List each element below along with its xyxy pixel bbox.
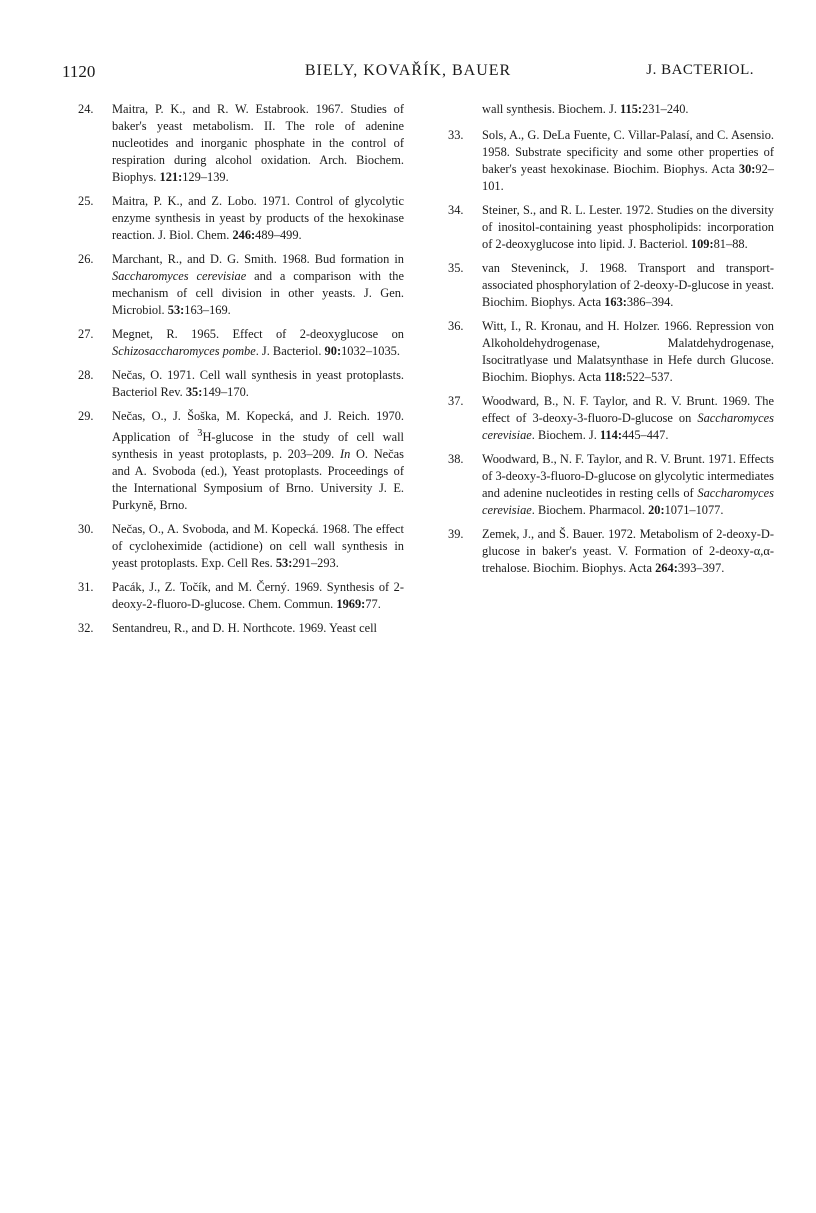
reference-number: 29. [78,409,94,423]
reference-number: 30. [78,522,94,537]
right-reference-column [432,101,774,584]
reference-number: 27. [78,327,94,341]
reference-text: Nečas, O., J. Šoška, M. Kopecká, and J. Reich. 1970. Application of $^3$H-glucose in the study of cell wall synthesis in yeast protoplasts, p. 203–209. In O. Nečas and A. Svoboda (ed.), Yeast protoplasts. Proceedings of the International Symposium of Brno. University J. E. Purkyně, Brno. [112,409,404,513]
reference-text: Woodward, B., N. F. Taylor, and R. V. Brunt. 1971. Effects of 3-deoxy-3-fluoro-D-glucose on glycolytic intermediates and adenine nucleotides in resting cells of Saccharomyces cerevisiae. Biochem. Pharmacol. 20:1071–1077. [482,452,774,517]
reference-text: Nečas, O. 1971. Cell wall synthesis in yeast protoplasts. Bacteriol Rev. 35:149–170. [112,368,404,399]
reference-entry [432,202,774,253]
reference-text: Nečas, O., A. Svoboda, and M. Kopecká. 1968. The effect of cycloheximide (actidione) on cell wall synthesis in yeast protoplasts. Exp. Cell Res. 53:291–293. [112,522,404,571]
reference-number: 36. [448,319,464,333]
reference-number: 39. [448,527,464,541]
reference-entry [62,579,404,613]
reference-entry [62,101,404,186]
reference-text: Woodward, B., N. F. Taylor, and R. V. Brunt. 1969. The effect of 3-deoxy-3-fluoro-D-glucose on Saccharomyces cerevisiae. Biochem. J. 114:445–447. [482,394,774,442]
reference-number: 26. [78,252,94,266]
reference-text: Marchant, R., and D. G. Smith. 1968. Bud formation in Saccharomyces cerevisiae and a comparison with the mechanism of cell division in other yeasts. J. Gen. Microbiol. 53:163–169. [112,252,404,317]
reference-text: Witt, I., R. Kronau, and H. Holzer. 1966. Repression von Alkoholdehydrogenase, Malatdehydrogenase, Isocitratlyase und Malatsynthase in Hefe durch Glucose. Biochim. Biophys. Acta 118:522–537. [482,319,774,384]
reference-entry [432,526,774,577]
reference-text: Maitra, P. K., and Z. Lobo. 1971. Control of glycolytic enzyme synthesis in yeast by products of the hexokinase reaction. J. Biol. Chem. 246:489–499. [112,194,404,242]
page-header [62,62,754,86]
reference-entry [62,326,404,360]
reference-text: Maitra, P. K., and R. W. Estabrook. 1967. Studies of baker's yeast metabolism. II. The role of adenine nucleotides and inorganic phosphate in the control of respiration during alcohol oxidation. Arch. Biochem. Biophys. 121:129–139. [112,102,404,184]
reference-number: 24. [78,102,94,116]
reference-number: 32. [78,621,94,636]
reference-entry [62,408,404,514]
reference-text: Sols, A., G. DeLa Fuente, C. Villar-Palasí, and C. Asensio. 1958. Substrate specificity and some other properties of baker's yeast hexokinase. Biochim. Biophys. Acta 30:92–101. [482,128,774,193]
reference-number: 33. [448,128,464,142]
reference-entry [432,393,774,444]
reference-entry [432,260,774,311]
reference-number: 25. [78,194,94,208]
reference-continuation: wall synthesis. Biochem. J. 115:231–240. [482,102,689,116]
reference-number: 37. [448,394,464,408]
reference-number: 31. [78,580,94,595]
reference-entry [62,367,404,401]
reference-text: Zemek, J., and Š. Bauer. 1972. Metabolism of 2-deoxy-D-glucose in baker's yeast. V. Formation of 2-deoxy-α,α-trehalose. Biochim. Biophys. Acta 264:393–397. [482,527,774,575]
reference-text: Megnet, R. 1965. Effect of 2-deoxyglucose on Schizosaccharomyces pombe. J. Bacteriol. 90:1032–1035. [112,327,404,358]
reference-number: 28. [78,368,94,382]
reference-text: Steiner, S., and R. L. Lester. 1972. Studies on the diversity of inositol-containing yeast phospholipids: incorporation of 2-deoxyglucose into lipid. J. Bacteriol. 109:81–88. [482,203,774,251]
reference-entry [62,521,404,572]
journal-name: J. BACTERIOL. [646,62,754,78]
reference-entry [432,127,774,195]
reference-text: Sentandreu, R., and D. H. Northcote. 1969. Yeast cell [112,621,377,636]
page-number: 1120 [62,62,96,81]
reference-entry [62,620,404,637]
reference-number: 38. [448,452,464,466]
reference-entry [62,193,404,244]
left-reference-column [62,101,404,644]
reference-entry [432,451,774,519]
reference-entry [62,251,404,319]
running-authors: BIELY, KOVAŘÍK, BAUER [304,62,512,79]
reference-number: 34. [448,203,464,217]
reference-entry [432,318,774,386]
reference-text: Pacák, J., Z. Točík, and M. Černý. 1969. Synthesis of 2-deoxy-2-fluoro-D-glucose. Chem. Commun. 1969:77. [112,580,404,612]
reference-text: van Steveninck, J. 1968. Transport and transport-associated phosphorylation of 2-deoxy-D-glucose in yeast. Biochim. Biophys. Acta 163:386–394. [482,261,774,309]
reference-number: 35. [448,261,464,275]
